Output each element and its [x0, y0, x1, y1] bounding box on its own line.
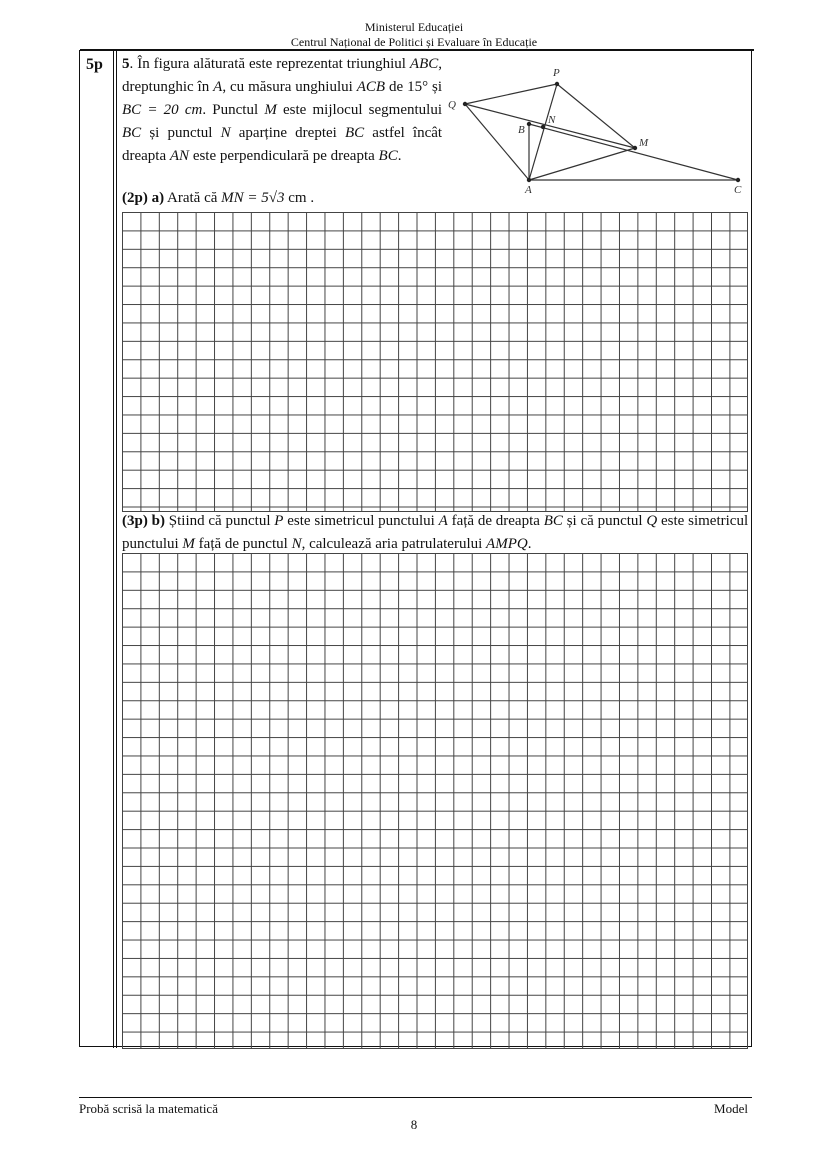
statement-text: și punctul	[149, 125, 213, 141]
statement-text: este perpendiculară pe dreapta	[192, 148, 375, 164]
question-a-points: (2p) a)	[122, 190, 165, 206]
statement-text: . În figura alăturată este reprezentat triunghiul	[129, 56, 406, 72]
answer-grid-b[interactable]	[122, 553, 748, 1049]
label-m: M	[639, 137, 649, 149]
math-a: A	[438, 513, 448, 529]
point-m	[633, 146, 637, 150]
segment-ap	[529, 84, 557, 180]
statement-text: , cu măsura unghiului	[222, 79, 353, 95]
question-b-text: .	[527, 536, 532, 552]
math-bc: BC	[344, 125, 365, 141]
segment-am	[529, 148, 635, 180]
math-bc: BC	[378, 148, 398, 164]
statement-text: , dreptunghic în	[122, 56, 443, 95]
footer-model: Model	[714, 1101, 748, 1116]
column-separator-inner	[116, 50, 117, 1048]
math-acb: ACB	[356, 79, 386, 95]
question-b-text: , calculează aria patrulaterului	[301, 536, 483, 552]
answer-grid-a[interactable]	[122, 212, 748, 512]
problem-number: 5	[122, 56, 130, 72]
math-bc-eq: BC = 20 cm	[122, 102, 203, 118]
problem-statement	[122, 53, 442, 168]
point-c	[736, 178, 740, 182]
problem-points: 5p	[86, 56, 103, 73]
statement-text: .	[397, 148, 402, 164]
footer-rule	[79, 1097, 752, 1098]
question-b-text: și că punctul	[566, 513, 643, 529]
header-ministry: Ministerul Educației	[364, 20, 464, 34]
question-a-expression: MN = 5√3	[221, 190, 285, 206]
question-b-text: Știind că punctul	[168, 513, 271, 529]
question-b-text: față de dreapta	[451, 513, 540, 529]
statement-text: aparține dreptei	[238, 125, 337, 141]
math-ampq: AMPQ	[486, 536, 528, 552]
math-abc: ABC	[409, 56, 439, 72]
statement-text: . Punctul	[202, 102, 259, 118]
question-b-points: (3p) b)	[122, 513, 165, 529]
segment-bc	[529, 124, 738, 180]
math-n: N	[220, 125, 231, 141]
math-m: M	[264, 102, 277, 118]
math-a: A	[213, 79, 223, 95]
question-b-text: este simetricul punctului	[122, 513, 749, 552]
segment-qm	[465, 104, 635, 148]
footer-exam-name: Probă scrisă la matematică	[79, 1101, 218, 1116]
question-a-unit: cm .	[288, 190, 315, 206]
point-p	[555, 82, 559, 86]
question-a-text: Arată că	[167, 190, 218, 206]
geometry-figure	[440, 62, 760, 197]
column-separator	[113, 50, 114, 1048]
math-p: P	[274, 513, 284, 529]
math-bc: BC	[543, 513, 563, 529]
point-n	[541, 125, 545, 129]
label-c: C	[734, 184, 742, 196]
math-q: Q	[646, 513, 658, 529]
page-number: 8	[410, 1117, 418, 1132]
question-a	[122, 190, 314, 207]
question-b-text: este simetricul punctului	[287, 513, 435, 529]
point-b	[527, 122, 531, 126]
statement-text: astfel încât dreapta	[122, 125, 443, 164]
question-b	[122, 510, 748, 556]
label-b: B	[518, 124, 525, 136]
label-p: P	[553, 67, 560, 79]
label-q: Q	[448, 99, 456, 111]
statement-text: de 15° și	[389, 79, 442, 95]
point-q	[463, 102, 467, 106]
math-bc: BC	[122, 125, 142, 141]
label-a: A	[525, 184, 532, 196]
segment-qp	[465, 84, 557, 104]
question-b-text: față de punctul	[198, 536, 288, 552]
math-m: M	[182, 536, 195, 552]
header-center: Centrul Național de Politici și Evaluare în Educație	[290, 35, 538, 49]
math-n: N	[291, 536, 302, 552]
statement-text: este mijlocul segmentului	[283, 102, 443, 118]
point-a	[527, 178, 531, 182]
segment-qa	[465, 104, 529, 180]
label-n: N	[548, 114, 556, 126]
math-an: AN	[169, 148, 190, 164]
